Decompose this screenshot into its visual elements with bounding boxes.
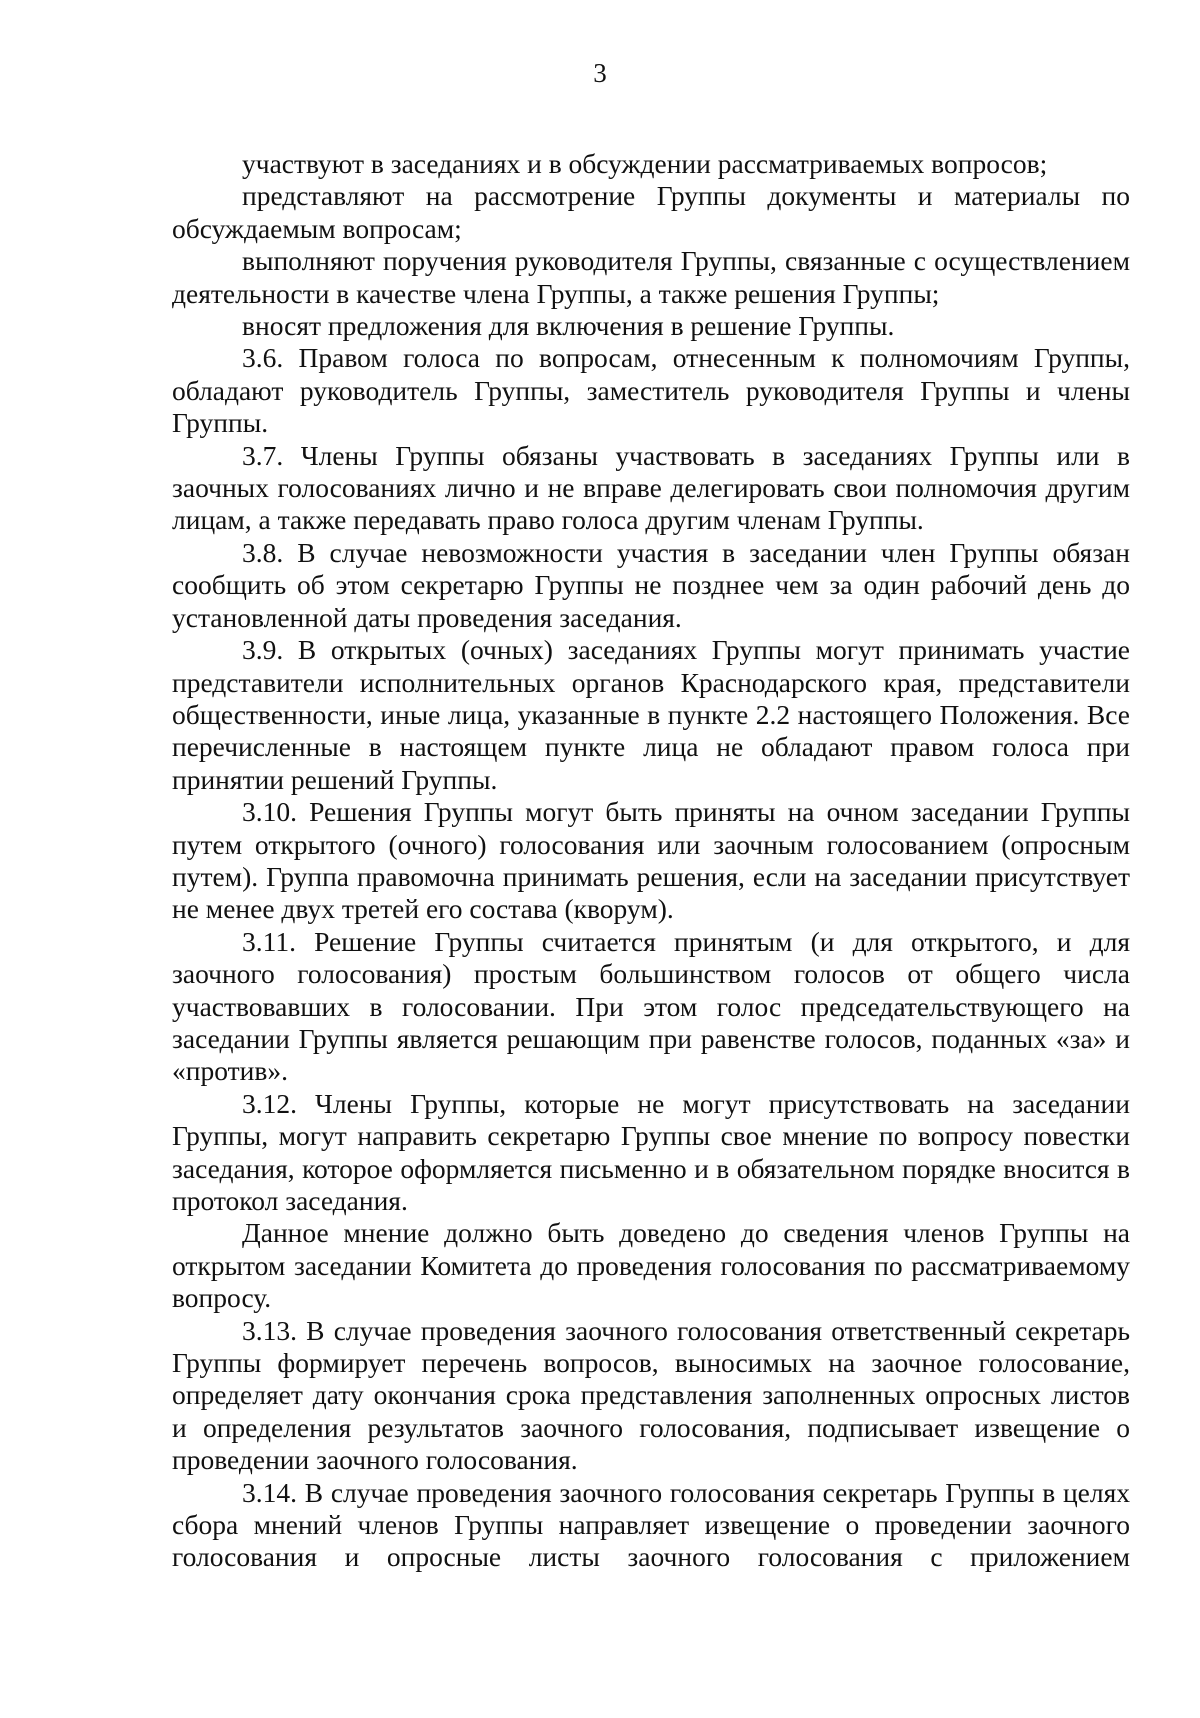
paragraph-3-6: 3.6. Правом голоса по вопросам, отнесенным к полномочиям Группы, обладают руководитель Группы, заместитель руководителя Группы и члены Группы. (172, 342, 1130, 439)
paragraph: представляют на рассмотрение Группы документы и материалы по обсуждаемым вопросам; (172, 180, 1130, 244)
paragraph-3-8: 3.8. В случае невозможности участия в заседании член Группы обязан сообщить об этом секретарю Группы не позднее чем за один рабочий день до установленной даты проведения заседания. (172, 536, 1130, 633)
paragraph-3-14: 3.14. В случае проведения заочного голосования секретарь Группы в целях сбора мнений членов Группы направляет извещение о проведении заочного голосования и опросные листы заочного голосования с приложением (172, 1476, 1130, 1573)
paragraph-3-7: 3.7. Члены Группы обязаны участвовать в заседаниях Группы или в заочных голосованиях лично и не вправе делегировать свои полномочия другим лицам, а также передавать право голоса другим членам Группы. (172, 439, 1130, 536)
paragraph: выполняют поручения руководителя Группы, связанные с осуществлением деятельности в качестве члена Группы, а также решения Группы; (172, 245, 1130, 309)
paragraph: вносят предложения для включения в решение Группы. (242, 310, 895, 342)
document-body (172, 148, 1130, 1574)
paragraph-3-12: 3.12. Члены Группы, которые не могут присутствовать на заседании Группы, могут направить секретарю Группы свое мнение по вопросу повестки заседания, которое оформляется письменно и в обязательном порядке вносится в протокол заседания. (172, 1087, 1130, 1216)
page-number: 3 (593, 58, 607, 88)
paragraph-3-9: 3.9. В открытых (очных) заседаниях Группы могут принимать участие представители исполнительных органов Краснодарского края, представители общественности, иные лица, указанные в пункте 2.2 настоящего Положения. Все перечисленные в настоящем пункте лица не обладают правом голоса при принятии решений Группы. (172, 634, 1130, 795)
paragraph-3-10: 3.10. Решения Группы могут быть приняты на очном заседании Группы путем открытого (очного) голосования или заочным голосованием (опросным путем). Группа правомочна принимать решения, если на заседании присутствует не менее двух третей его состава (кворум). (172, 796, 1130, 925)
paragraph-3-11: 3.11. Решение Группы считается принятым (и для открытого, и для заочного голосования) простым большинством голосов от общего числа участвовавших в голосовании. При этом голос председательствующего на заседании Группы является решающим при равенстве голосов, поданных «за» и «против». (172, 925, 1130, 1087)
paragraph: Данное мнение должно быть доведено до сведения членов Группы на открытом заседании Комитета до проведения голосования по рассматриваемому вопросу. (172, 1217, 1130, 1314)
paragraph-3-13: 3.13. В случае проведения заочного голосования ответственный секретарь Группы формирует перечень вопросов, выносимых на заочное голосование, определяет дату окончания срока представления заполненных опросных листов и определения результатов заочного голосования, подписывает извещение о проведении заочного голосования. (172, 1314, 1130, 1476)
paragraph: участвуют в заседаниях и в обсуждении рассматриваемых вопросов; (242, 148, 1048, 179)
